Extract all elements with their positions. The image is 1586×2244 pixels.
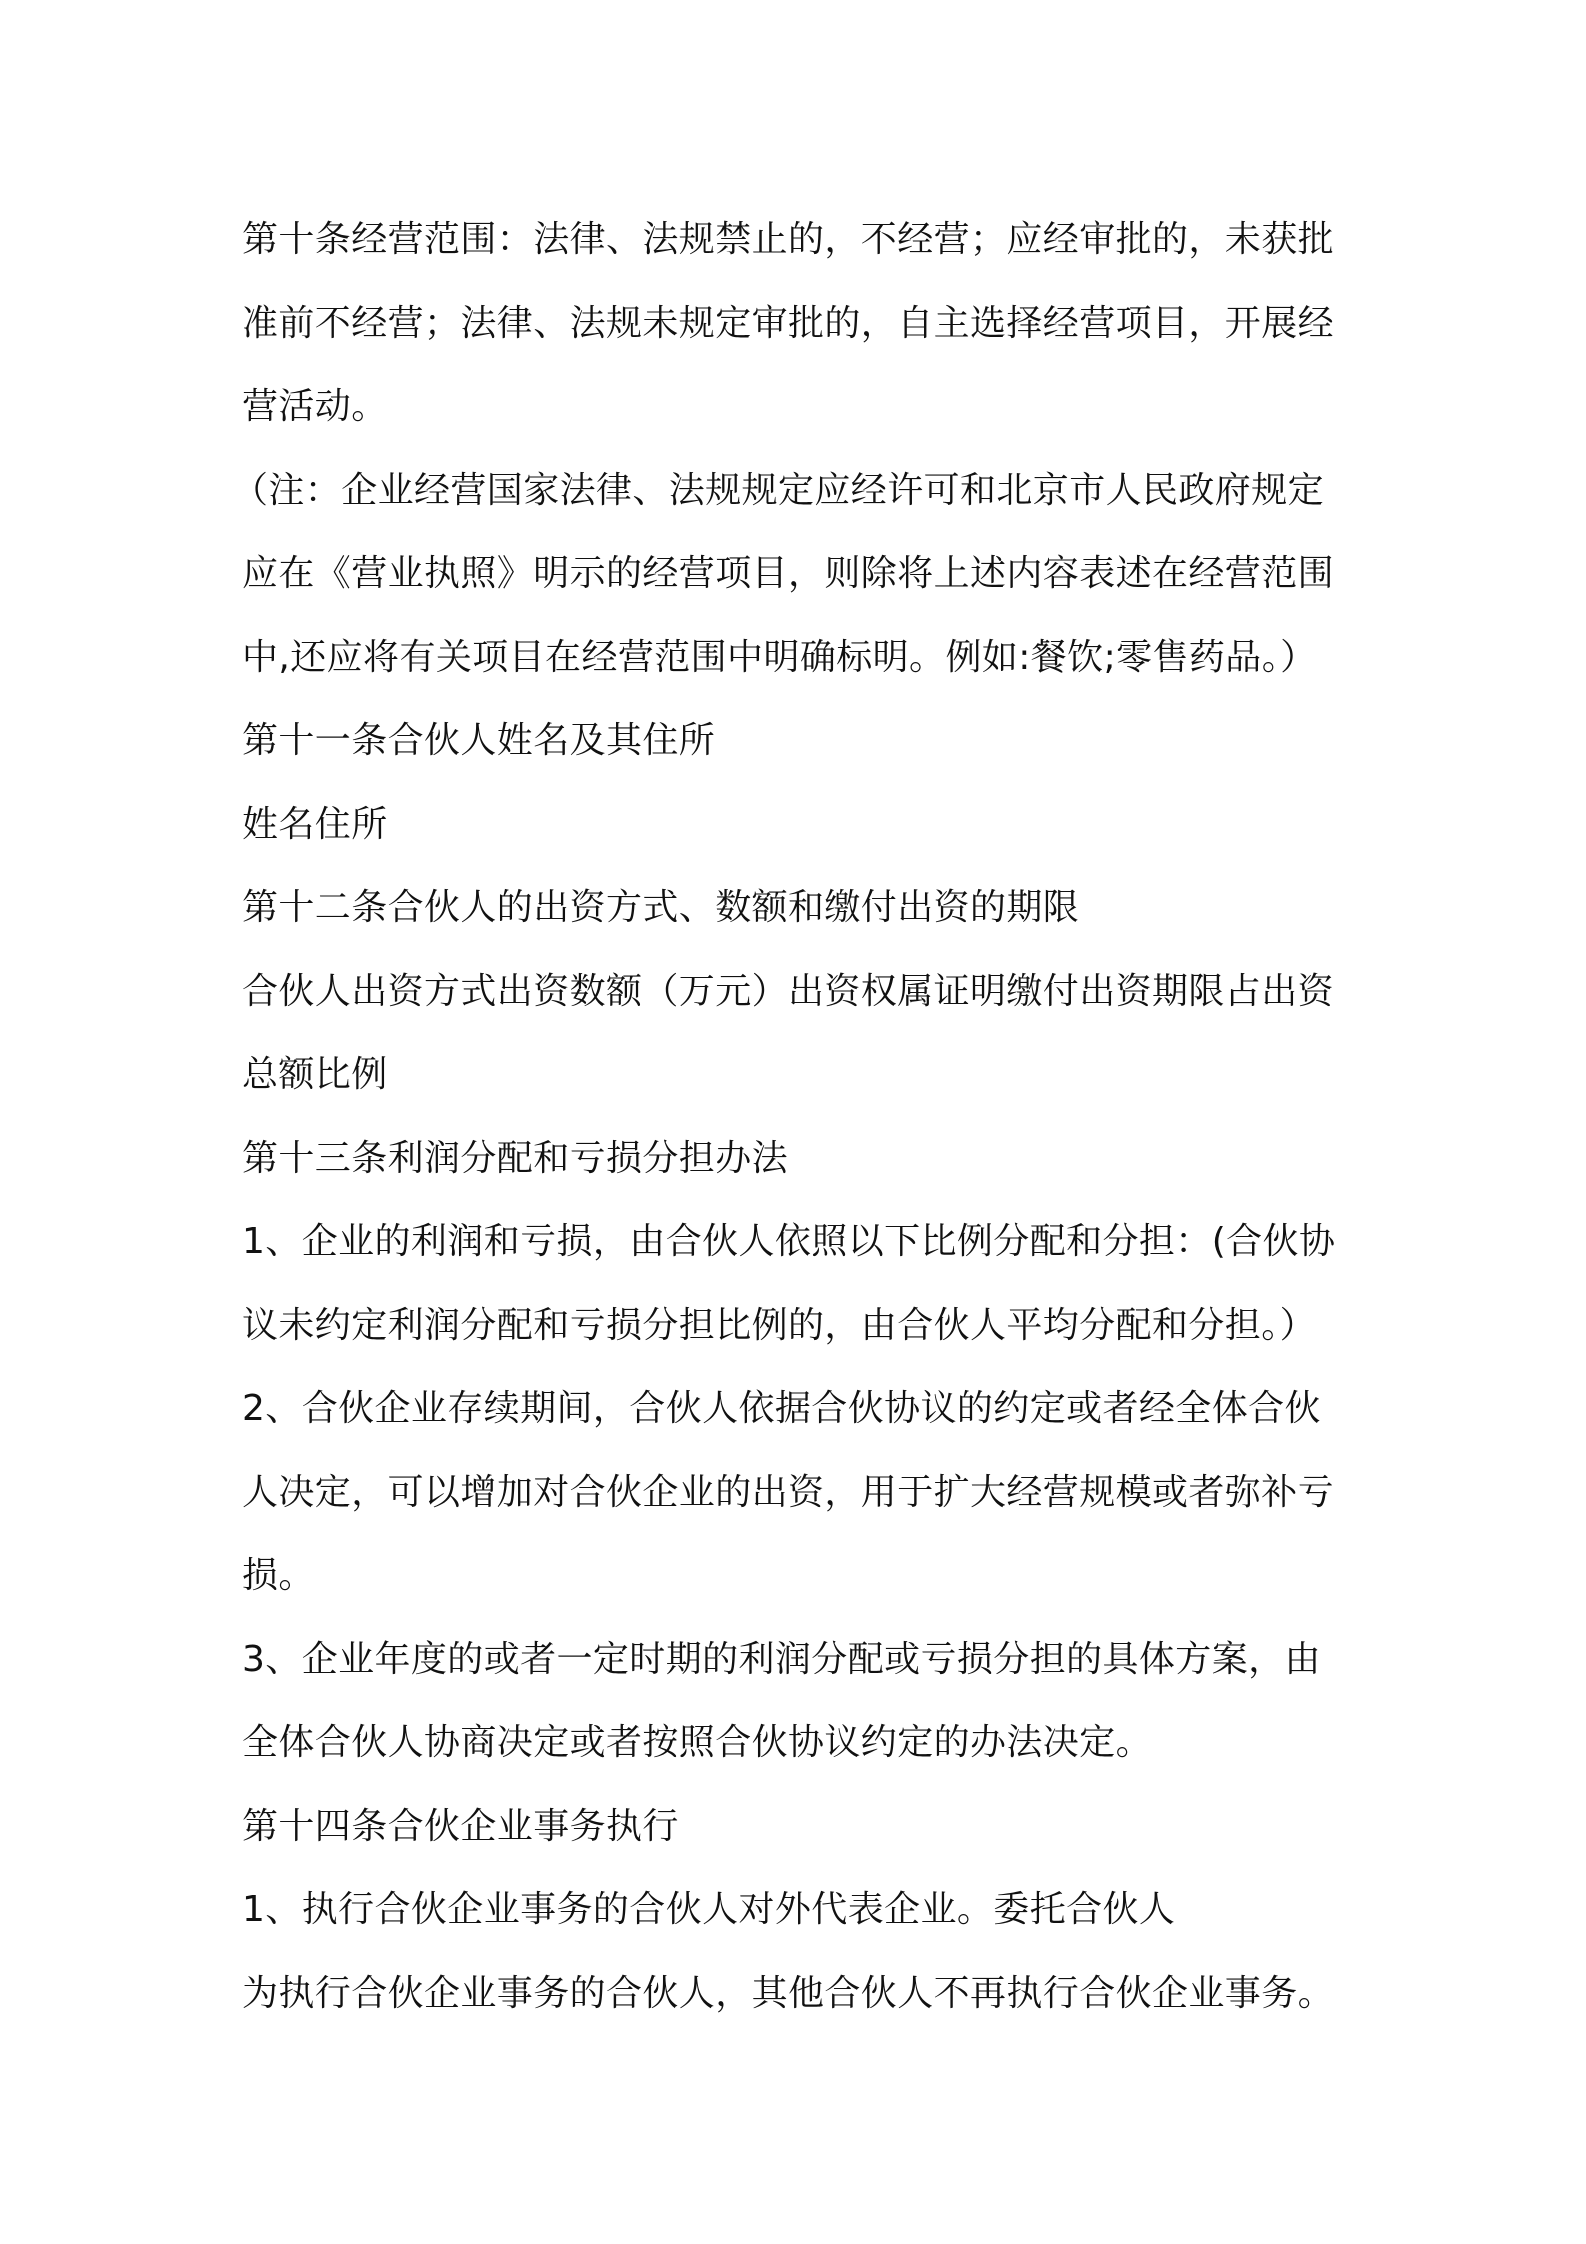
section-heading: 第十三条利润分配和亏损分担办法: [242, 1137, 789, 1179]
text-line: 姓名住所: [242, 803, 388, 845]
text-line: 中,还应将有关项目在经营范围中明确标明。例如:餐饮;零售药品。）: [242, 636, 1317, 678]
text-line: 1、企业的利润和亏损，由合伙人依照以下比例分配和分担：(合伙协: [242, 1221, 1336, 1262]
text-line: 议未约定利润分配和亏损分担比例的，由合伙人平均分配和分担。）: [242, 1304, 1317, 1346]
text-line: 第十条经营范围：法律、法规禁止的，不经营；应经审批的，未获批: [242, 219, 1335, 260]
document-body: [232, 198, 1362, 2035]
section-heading: 第十一条合伙人姓名及其住所: [242, 720, 716, 761]
section-heading: 第十四条合伙企业事务执行: [242, 1805, 679, 1847]
text-line: 准前不经营；法律、法规未规定审批的，自主选择经营项目，开展经: [242, 302, 1335, 344]
text-line: 营活动。: [242, 386, 388, 427]
text-line: 人决定，可以增加对合伙企业的出资，用于扩大经营规模或者弥补亏: [242, 1471, 1335, 1513]
text-line: 2、合伙企业存续期间，合伙人依据合伙协议的约定或者经全体合伙: [242, 1388, 1321, 1429]
text-line: （注：企业经营国家法律、法规规定应经许可和北京市人民政府规定: [232, 469, 1325, 511]
text-line: 1、执行合伙企业事务的合伙人对外代表企业。委托合伙人: [242, 1889, 1176, 1930]
text-line: 损。: [242, 1555, 315, 1596]
text-line: 3、企业年度的或者一定时期的利润分配或亏损分担的具体方案，由: [242, 1638, 1321, 1680]
text-line: 合伙人出资方式出资数额（万元）出资权属证明缴付出资期限占出资: [242, 970, 1335, 1012]
text-line: 应在《营业执照》明示的经营项目，则除将上述内容表述在经营范围: [242, 553, 1335, 594]
section-heading: 第十二条合伙人的出资方式、数额和缴付出资的期限: [242, 887, 1080, 928]
text-line: 总额比例: [242, 1054, 388, 1095]
text-line: 为执行合伙企业事务的合伙人，其他合伙人不再执行合伙企业事务。: [242, 1972, 1335, 2014]
text-line: 全体合伙人协商决定或者按照合伙协议约定的办法决定。: [242, 1722, 1153, 1763]
